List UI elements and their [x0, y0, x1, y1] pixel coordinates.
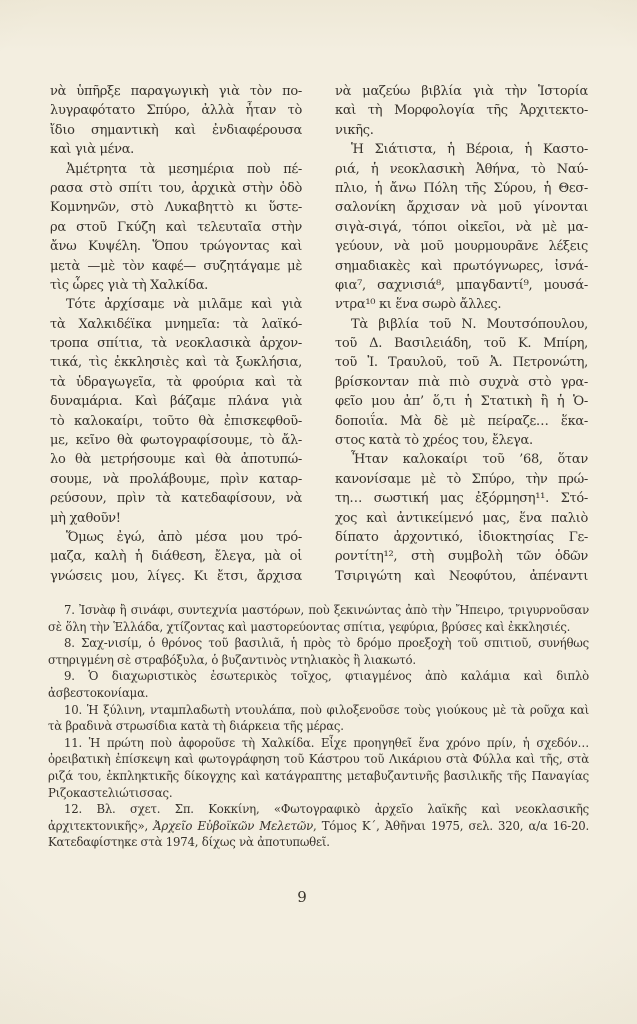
text-line: νὰ μαζεύω βιβλία γιὰ τὴν Ἱστορία [335, 84, 588, 99]
text-line: Ἡ Σιάτιστα, ἡ Βέροια, ἡ Καστο- [351, 142, 588, 158]
footnotes-section [48, 602, 589, 851]
text-line: πλιο, ἡ ἄνω Πόλη τῆς Σύρου, ἡ Θεσ- [335, 180, 588, 196]
text-line: Ἀμέτρητα τὰ μεσημέρια ποὺ πέ- [66, 161, 302, 177]
text-line: κανονίσαμε μὲ τὸ Σπύρο, τὴν πρώ- [335, 471, 588, 487]
text-line: λυγραφότατο Σπύρο, ἀλλὰ ἦταν τὸ [50, 103, 302, 119]
text-line: λο θὰ μετρήσουμε καὶ θὰ ἀποτυπώ- [50, 452, 302, 468]
text-line: ρασα στὸ σπίτι του, ἀρχικὰ στὴν ὁδὸ [50, 180, 302, 196]
text-line: τροπα σπίτια, τὰ νεοκλασικὰ ἀρχον- [50, 336, 302, 352]
text-line: τὶς ὧρες γιὰ τὴ Χαλκίδα. [50, 277, 209, 293]
text-line: στος κατὰ τὸ χρέος του, ἔλεγα. [335, 433, 533, 449]
footnote-text: 11. Ἡ πρώτη ποὺ ἀφοροῦσε τὴ Χαλκίδα. Εἶχε προηγηθεῖ ἕνα χρόνο πρίν, ἡ σχεδόν… ὀρειβατικὴ ἐπίσκεψη καὶ φωτογράφηση τοῦ Κάστρου τοῦ Λικάριου στὰ Φύλλα καὶ τῆς, στὰ ριζά του, ἐκπληκτικῆς δίκογχης καὶ κατάγραπτης μεταβυζαντινῆς βασιλικῆς τῆς Παναγίας Ριζοκαστελιώτισσας. [48, 735, 589, 800]
text-line: ριά, ἡ νεοκλασικὴ Ἀθήνα, τὸ Ναύ- [335, 161, 588, 177]
text-line: Ὅμως ἐγώ, ἀπὸ μέσα μου τρό- [66, 529, 302, 545]
footnote-text: 9. Ὁ διαχωριστικὸς ἐσωτερικὸς τοῖχος, φτιαγμένος ἀπὸ καλάμια καὶ διπλὸ ἀσβεστοκονίαμα. [48, 669, 589, 700]
text-line: τη… σωστική μας ἐξόρμηση¹¹. Στό- [335, 491, 588, 507]
text-line: τικά, τὶς ἐκκλησιὲς καὶ τὰ ξωκλήσια, [50, 355, 302, 371]
text-line: δοποιΐα. Μὰ δὲ μὲ πείραζε… ἕκα- [335, 413, 588, 429]
text-line: τὰ ὑδραγωγεῖα, τὰ φρούρια καὶ τὰ [50, 374, 302, 390]
text-line: Τότε ἀρχίσαμε νὰ μιλᾶμε καὶ γιὰ [66, 297, 302, 313]
text-line: με, κεῖνο θὰ φωτογραφίσουμε, τὸ ἄλ- [50, 433, 302, 449]
text-line: ροντίτη¹², στὴ συμβολὴ τῶν ὁδῶν [335, 549, 588, 565]
text-line: ἴδιο σημαντικὴ καὶ ἐνδιαφέρουσα [50, 122, 302, 138]
left-column [50, 82, 302, 586]
text-line: Κομνηνῶν, στὸ Λυκαβηττὸ κι ὕστε- [50, 200, 302, 216]
footnote [48, 702, 589, 735]
text-line: Τσιριγώτη καὶ Νεοφύτου, ἀπέναντι [335, 568, 588, 584]
footnote [48, 668, 589, 701]
footnote [48, 602, 589, 635]
text-line: Τὰ βιβλία τοῦ Ν. Μουτσόπουλου, [351, 316, 588, 332]
text-line: γνώσεις μου, λίγες. Κι ἔτσι, ἄρχισα [50, 568, 302, 584]
text-line: ἄνω Κυψέλη. Ὅπου τρώγοντας καὶ [50, 239, 302, 255]
page-number: 9 [297, 888, 307, 906]
text-line: δυναμάρια. Καὶ βάζαμε πλάνα γιὰ [50, 394, 302, 410]
footnote-text: 12. Βλ. σχετ. Σπ. Κοκκίνη, «Φωτογραφικὸ ἀρχεῖο λαϊκῆς καὶ νεοκλασικῆς ἀρχιτεκτονικῆς», [48, 802, 589, 833]
text-line: σαλονίκη ἄρχισαν νὰ μοῦ γίνονται [335, 200, 588, 216]
main-text [50, 82, 588, 586]
footnote-text: 8. Σαχ-νισίμ, ὁ θρόνος τοῦ βασιλιᾶ, ἡ πρὸς τὸ δρόμο προεξοχὴ τοῦ σπιτιοῦ, συνήθως στηριγμένη σὲ στραβόξυλα, ὁ βυζαντινὸς ντηλιακὸς ἢ λιακωτό. [48, 636, 589, 667]
text-line: τοῦ Δ. Βασιλειάδη, τοῦ Κ. Μπίρη, [335, 336, 588, 352]
text-line: μαζα, καλὴ ἡ διάθεση, ἔλεγα, μὰ οἱ [50, 549, 302, 565]
text-line: Ἦταν καλοκαίρι τοῦ ’68, ὅταν [351, 452, 588, 468]
text-line: ντρα¹⁰ κι ἕνα σωρὸ ἄλλες. [335, 297, 502, 313]
text-line: φια⁷, σαχνισιά⁸, μπαγδαντί⁹, μουσά- [335, 277, 588, 293]
footnote [48, 801, 589, 851]
text-line: δίπατο ἀρχοντικό, ἰδιοκτησίας Γε- [335, 529, 588, 545]
text-line: νικῆς. [335, 122, 374, 138]
right-column [335, 82, 588, 586]
text-line: τὰ Χαλκιδέϊκα μνημεῖα: τὰ λαϊκό- [50, 316, 302, 332]
text-line: νὰ ὑπῆρξε παραγωγικὴ γιὰ τὸν πο- [50, 84, 302, 99]
text-line: σημαδιακὲς καὶ πρωτόγνωρες, ἰσνά- [335, 258, 588, 274]
footnote [48, 735, 589, 801]
footnote [48, 635, 589, 668]
text-line: μετὰ —μὲ τὸν καφέ— συζητάγαμε μὲ [50, 258, 302, 274]
text-line: ρεύσουν, πρὶν τὰ κατεδαφίσουν, νὰ [50, 491, 302, 507]
text-line: καὶ γιὰ μένα. [50, 142, 135, 158]
text-line: τὸ καλοκαίρι, τοῦτο θὰ ἐπισκεφθοῦ- [50, 413, 302, 429]
text-line: γεύουν, νὰ μοῦ μουρμουρᾶνε λέξεις [335, 239, 588, 255]
text-line: φεῖο μου ἀπ’ ὅ,τι ἡ Στατικὴ ἢ ἡ Ὁ- [335, 394, 588, 410]
text-line: σουμε, νὰ προλάβουμε, πρὶν καταρ- [50, 471, 302, 487]
text-line: μὴ χαθοῦν! [50, 510, 121, 526]
text-line: βρίσκονταν πιὰ πιὸ συχνὰ στὸ γρα- [335, 374, 588, 390]
text-line: ρα στοῦ Γκύζη καὶ τελευταῖα στὴν [50, 219, 302, 235]
footnote-text: 10. Ἡ ξύλινη, νταμπλαδωτὴ ντουλάπα, ποὺ φιλοξενοῦσε τοὺς γιούκους μὲ τὰ ροῦχα καὶ τὰ βραδινὰ στρωσίδια κατὰ τὴ διάρκεια τῆς μέρας. [48, 702, 589, 734]
footnote-text: , Τόμος Κ´, Ἀθῆναι 1975, σελ. 320, α/α 16-20. Κατεδαφίστηκε στὰ 1974, δίχως νὰ ἀποτυπωθεῖ. [48, 818, 589, 850]
footnote-citation-title: Ἀρχεῖο Εὐβοϊκῶν Μελετῶν [153, 818, 313, 833]
text-line: καὶ τὴ Μορφολογία τῆς Ἀρχιτεκτο- [335, 103, 588, 119]
text-line: σιγὰ-σιγά, τόποι οἰκεῖοι, νὰ μὲ μα- [335, 219, 588, 235]
text-line: τοῦ Ἰ. Τραυλοῦ, τοῦ Ἀ. Πετρονώτη, [335, 355, 588, 371]
footnote-text: 7. Ἰσνὰφ ἢ σινάφι, συντεχνία μαστόρων, ποὺ ξεκινώντας ἀπὸ τὴν Ἤπειρο, τριγυρνοῦσαν σὲ ὅλη τὴν Ἑλλάδα, χτίζοντας καὶ μαστορεύοντας σπίτια, γεφύρια, βρύσες καὶ ἐκκλησιές. [48, 603, 589, 634]
text-line: χος καὶ ἀντικείμενό μας, ἕνα παλιὸ [335, 510, 588, 526]
